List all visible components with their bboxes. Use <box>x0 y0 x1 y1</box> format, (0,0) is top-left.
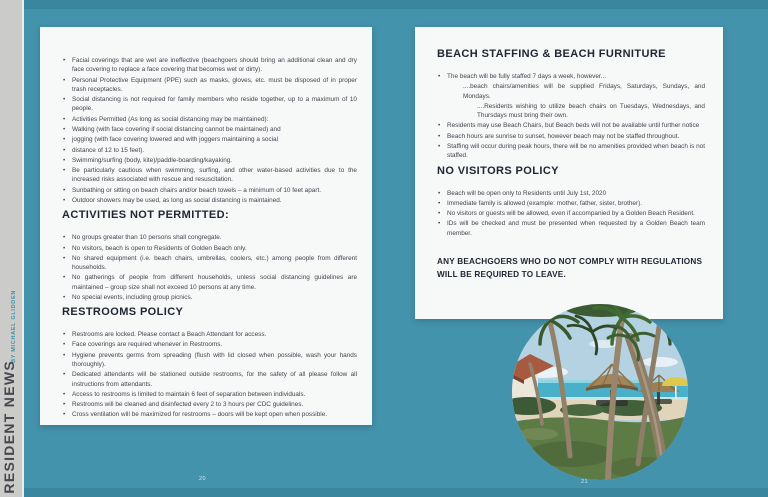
bullet-item: • Outdoor showers may be used, as long as social distancing is maintained. <box>62 196 357 205</box>
bullet-item: • Restrooms are locked. Please contact a Beach Attendant for access. <box>62 330 357 339</box>
resident-news-vertical-title: RESIDENT NEWS <box>1 360 17 494</box>
bullet-item: • distance of 12 to 15 feet). <box>62 146 357 155</box>
no-visitors-policy-list <box>437 189 705 238</box>
bullet-item: • Activities Permitted (As long as social distancing may be maintained): <box>62 115 357 124</box>
bullet-item: • No visitors or guests will be allowed, even if accompanied by a Golden Beach Resident. <box>437 209 705 218</box>
bullet-item: • Face coverings are required whenever in Restrooms. <box>62 340 357 349</box>
bullet-item: • Hygiene prevents germs from spreading (flush with lid closed when possible, wash your hands thoroughly). <box>62 351 357 370</box>
activities-not-permitted-heading: ACTIVITIES NOT PERMITTED: <box>62 209 230 222</box>
bullet-item: • Swimming/surfing (body, kite)/paddle-boarding/kayaking. <box>62 156 357 165</box>
bullet-item: • Cross ventilation will be maximized for restrooms – doors will be kept open when possible. <box>62 410 357 419</box>
top-band <box>22 0 768 9</box>
bullet-item: • Staffing will occur during peak hours, there will be no amenities provided when beach is not staffed. <box>437 142 705 161</box>
beach-photo-circle <box>512 304 688 480</box>
bullet-item: • No visitors, beach is open to Residents of Golden Beach only. <box>62 244 357 253</box>
bullet-item: • Walking (with face covering if social distancing cannot be maintained) and <box>62 125 357 134</box>
bullet-item: • Access to restrooms is limited to maintain 6 feet of separation between individuals. <box>62 390 357 399</box>
bullet-item: • No shared equipment (i.e. beach chairs, umbrellas, coolers, etc.) among people from different households. <box>62 254 357 273</box>
bullet-item: • The beach will be fully staffed 7 days a week, however... <box>437 72 705 81</box>
left-page <box>40 27 372 425</box>
bullet-item: ....beach chairs/amenities will be supplied Fridays, Saturdays, Sundays, and Mondays. <box>463 83 705 100</box>
bullet-item: ....Residents wishing to utilize beach chairs on Tuesdays, Wednesdays, and Thursdays must bring their own. <box>477 102 705 120</box>
non-compliance-warning-text: ANY BEACHGOERS WHO DO NOT COMPLY WITH REGULATIONS WILL BE REQUIRED TO LEAVE. <box>437 256 703 279</box>
right-page-number: 21 <box>581 479 589 485</box>
left-page-number: 20 <box>199 476 207 482</box>
beach-rules-bullet-list <box>62 56 357 205</box>
bullet-item: • No special events, including group picnics. <box>62 293 357 302</box>
restrooms-policy-list <box>62 330 357 420</box>
activities-not-permitted-list <box>62 233 357 302</box>
bullet-item: • Immediate family is allowed (example: mother, father, sister, brother). <box>437 199 705 208</box>
left-spine-bar <box>0 0 24 497</box>
restrooms-policy-heading: RESTROOMS POLICY <box>62 306 184 319</box>
bullet-item: • Facial coverings that are wet are ineffective (beachgoers should bring an additional clean and dry face covering to replace a face covering that becomes wet or dirty). <box>62 56 357 75</box>
bottom-band <box>22 488 768 497</box>
bullet-item: • Beach hours are sunrise to sunset, however beach may not be staffed throughout. <box>437 132 705 141</box>
bullet-item: • Social distancing is not required for family members who reside together, up to a maximum of 10 people. <box>62 95 357 114</box>
bullet-item: • Personal Protective Equipment (PPE) such as masks, gloves, etc. must be disposed of in proper trash receptacles. <box>62 76 357 95</box>
bullet-item: • No groups greater than 10 persons shall congregate. <box>62 233 357 242</box>
bullet-item: • Beach will be open only to Residents until July 1st, 2020 <box>437 189 705 198</box>
bullet-item: • jogging (with face covering lowered and with joggers maintaining a social <box>62 135 357 144</box>
beach-staffing-heading: BEACH STAFFING & BEACH FURNITURE <box>437 48 666 60</box>
bullet-item: • Sunbathing or sitting on beach chairs and/or beach towels – a minimum of 10 feet apart. <box>62 186 357 195</box>
right-page <box>415 27 723 319</box>
bullet-item: • Dedicated attendants will be stationed outside restrooms, for the safety of all please follow all instructions from attendants. <box>62 370 357 389</box>
bullet-item: • Be particularly cautious when swimming, surfing, and other water-based activities due to the increased risks associated with rescue and resuscitation. <box>62 166 357 185</box>
bullet-item: • Residents may use Beach Chairs, but Beach beds will not be available until further notice <box>437 121 705 130</box>
bullet-item: • No gatherings of people from different households, unless social distancing guidelines are maintained – group size shall not exceed 10 persons at any time. <box>62 273 357 292</box>
bullet-item: • IDs will be checked and must be presented when requested by a Golden Beach team member. <box>437 219 705 238</box>
beach-staffing-list <box>437 72 705 161</box>
byline-vertical-text: BY MICHAEL GLIDDEN <box>11 290 17 363</box>
bullet-item: • Restrooms will be cleaned and disinfected every 2 to 3 hours per CDC guidelines. <box>62 400 357 409</box>
no-visitors-policy-heading: NO VISITORS POLICY <box>437 164 559 177</box>
beach-photo-illustration <box>512 304 688 480</box>
